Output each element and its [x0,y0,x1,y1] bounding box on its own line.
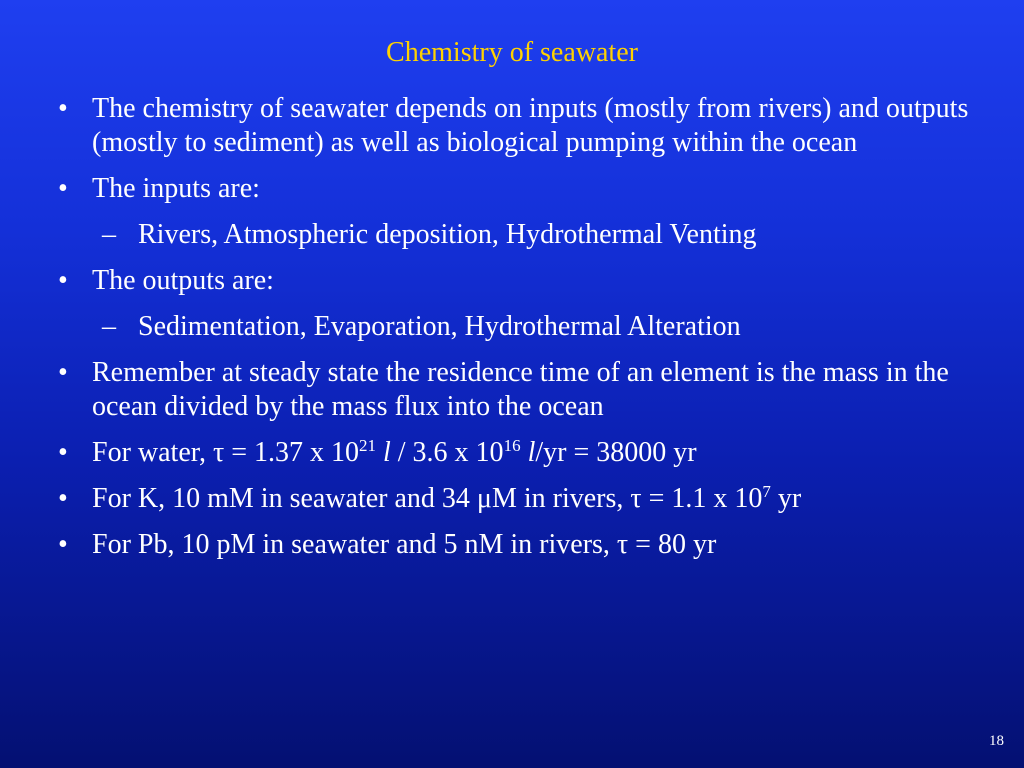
bullet-item-water [56,436,976,470]
bullet-text: For Pb, 10 pM in seawater and 5 nM in rivers, τ = 80 yr [92,529,717,560]
page-number: 18 [989,733,1004,749]
bullet-item-chemistry [56,92,976,160]
sub-mark: – [102,311,116,342]
sub-text: Rivers, Atmospheric deposition, Hydrothermal Venting [138,219,757,250]
water-text-4 [521,437,528,468]
bullet-text: The chemistry of seawater depends on inputs (mostly from rivers) and outputs (mostly to sediment) as well as biological pumping within the ocean [92,93,969,158]
sub-item-inputs [56,218,976,252]
water-exponent-2: 16 [503,436,521,455]
bullet-text: The inputs are: [92,173,260,204]
bullet-mark: • [58,93,68,124]
bullet-mark: • [58,437,68,468]
sub-mark: – [102,219,116,250]
water-liter-1: l [383,437,391,468]
slide-title: Chemistry of seawater [386,37,638,68]
water-exponent-1: 21 [359,436,376,455]
potassium-exponent: 7 [762,482,771,501]
bullet-item-inputs [56,172,976,206]
bullet-list [56,92,976,574]
water-text-1: For water, τ = 1.37 x 10 [92,437,359,468]
potassium-text-1: For K, 10 mM in seawater and 34 μM in rivers, τ = 1.1 x 10 [92,483,763,514]
sub-item-outputs [56,310,976,344]
water-liter-2: l [527,437,536,468]
bullet-mark: • [58,357,68,388]
bullet-text: The outputs are: [92,265,274,296]
bullet-item-potassium [56,482,976,516]
water-text-5: /yr = 38000 yr [535,437,697,468]
bullet-mark: • [58,173,68,204]
sub-text: Sedimentation, Evaporation, Hydrothermal Alteration [138,311,741,342]
bullet-item-residence-time [56,356,976,424]
water-text-3: / 3.6 x 10 [390,437,504,468]
bullet-item-lead [56,528,976,562]
bullet-mark: • [58,265,68,296]
water-text-2 [376,437,383,468]
bullet-item-outputs [56,264,976,298]
bullet-mark: • [58,483,68,514]
bullet-mark: • [58,529,68,560]
bullet-text: Remember at steady state the residence time of an element is the mass in the ocean divided by the mass flux into the ocean [92,357,949,422]
potassium-text-2: yr [770,483,802,514]
